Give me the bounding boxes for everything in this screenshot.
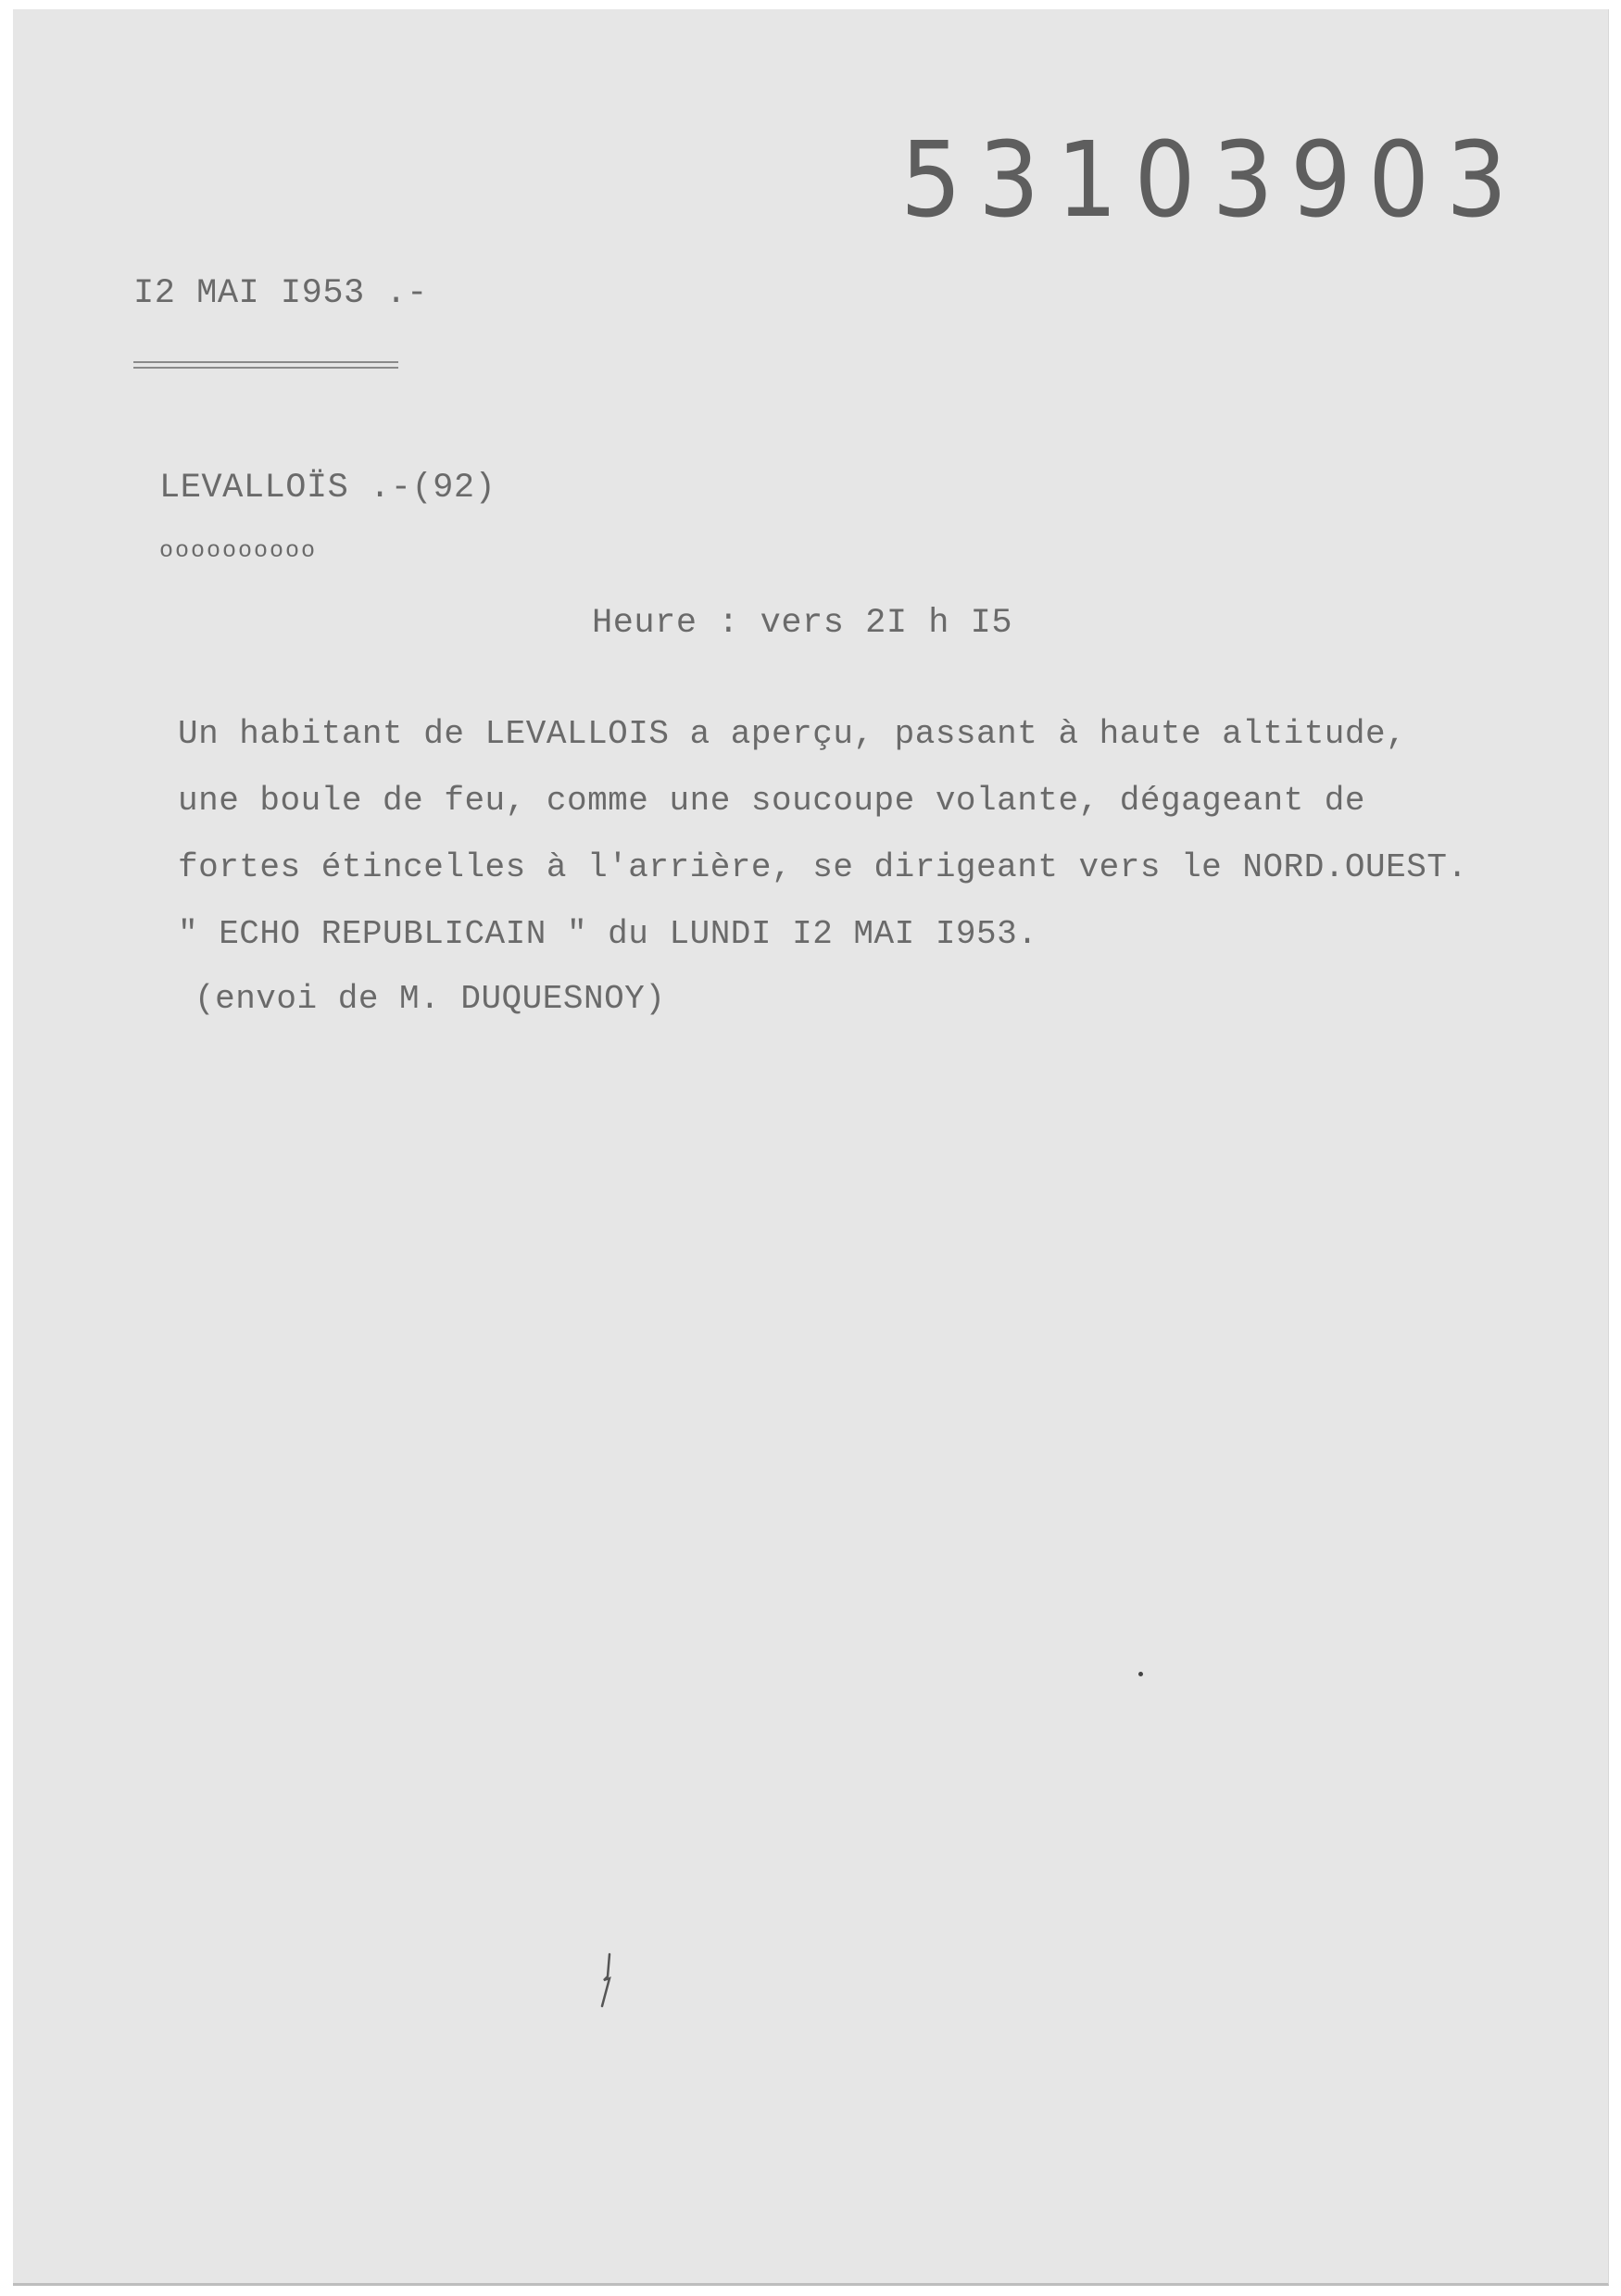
time-line: Heure : vers 2I h I5 — [592, 604, 1013, 643]
location-separator: oooooooooo — [159, 537, 318, 564]
date-underline — [133, 361, 398, 369]
report-text-line-3: fortes étincelles à l'arrière, se dirigeant vers le NORD.OUEST. — [178, 848, 1468, 886]
document-page — [13, 9, 1609, 2286]
report-text-line-2: une boule de feu, comme une soucoupe volante, dégageant de — [178, 782, 1366, 820]
sender-line: (envoi de M. DUQUESNOY) — [195, 980, 666, 1018]
reference-number-stamp: 53103903 — [900, 119, 1525, 241]
source-line: " ECHO REPUBLICAIN " du LUNDI I2 MAI I953. — [178, 915, 1038, 953]
location-heading: LEVALLOÏS .-(92) — [159, 469, 496, 508]
pen-mark-icon — [595, 1952, 622, 2008]
ink-dot — [1138, 1672, 1143, 1676]
report-date: I2 MAI I953 .- — [133, 274, 428, 313]
report-text-line-1: Un habitant de LEVALLOIS a aperçu, passant à haute altitude, — [178, 715, 1407, 753]
